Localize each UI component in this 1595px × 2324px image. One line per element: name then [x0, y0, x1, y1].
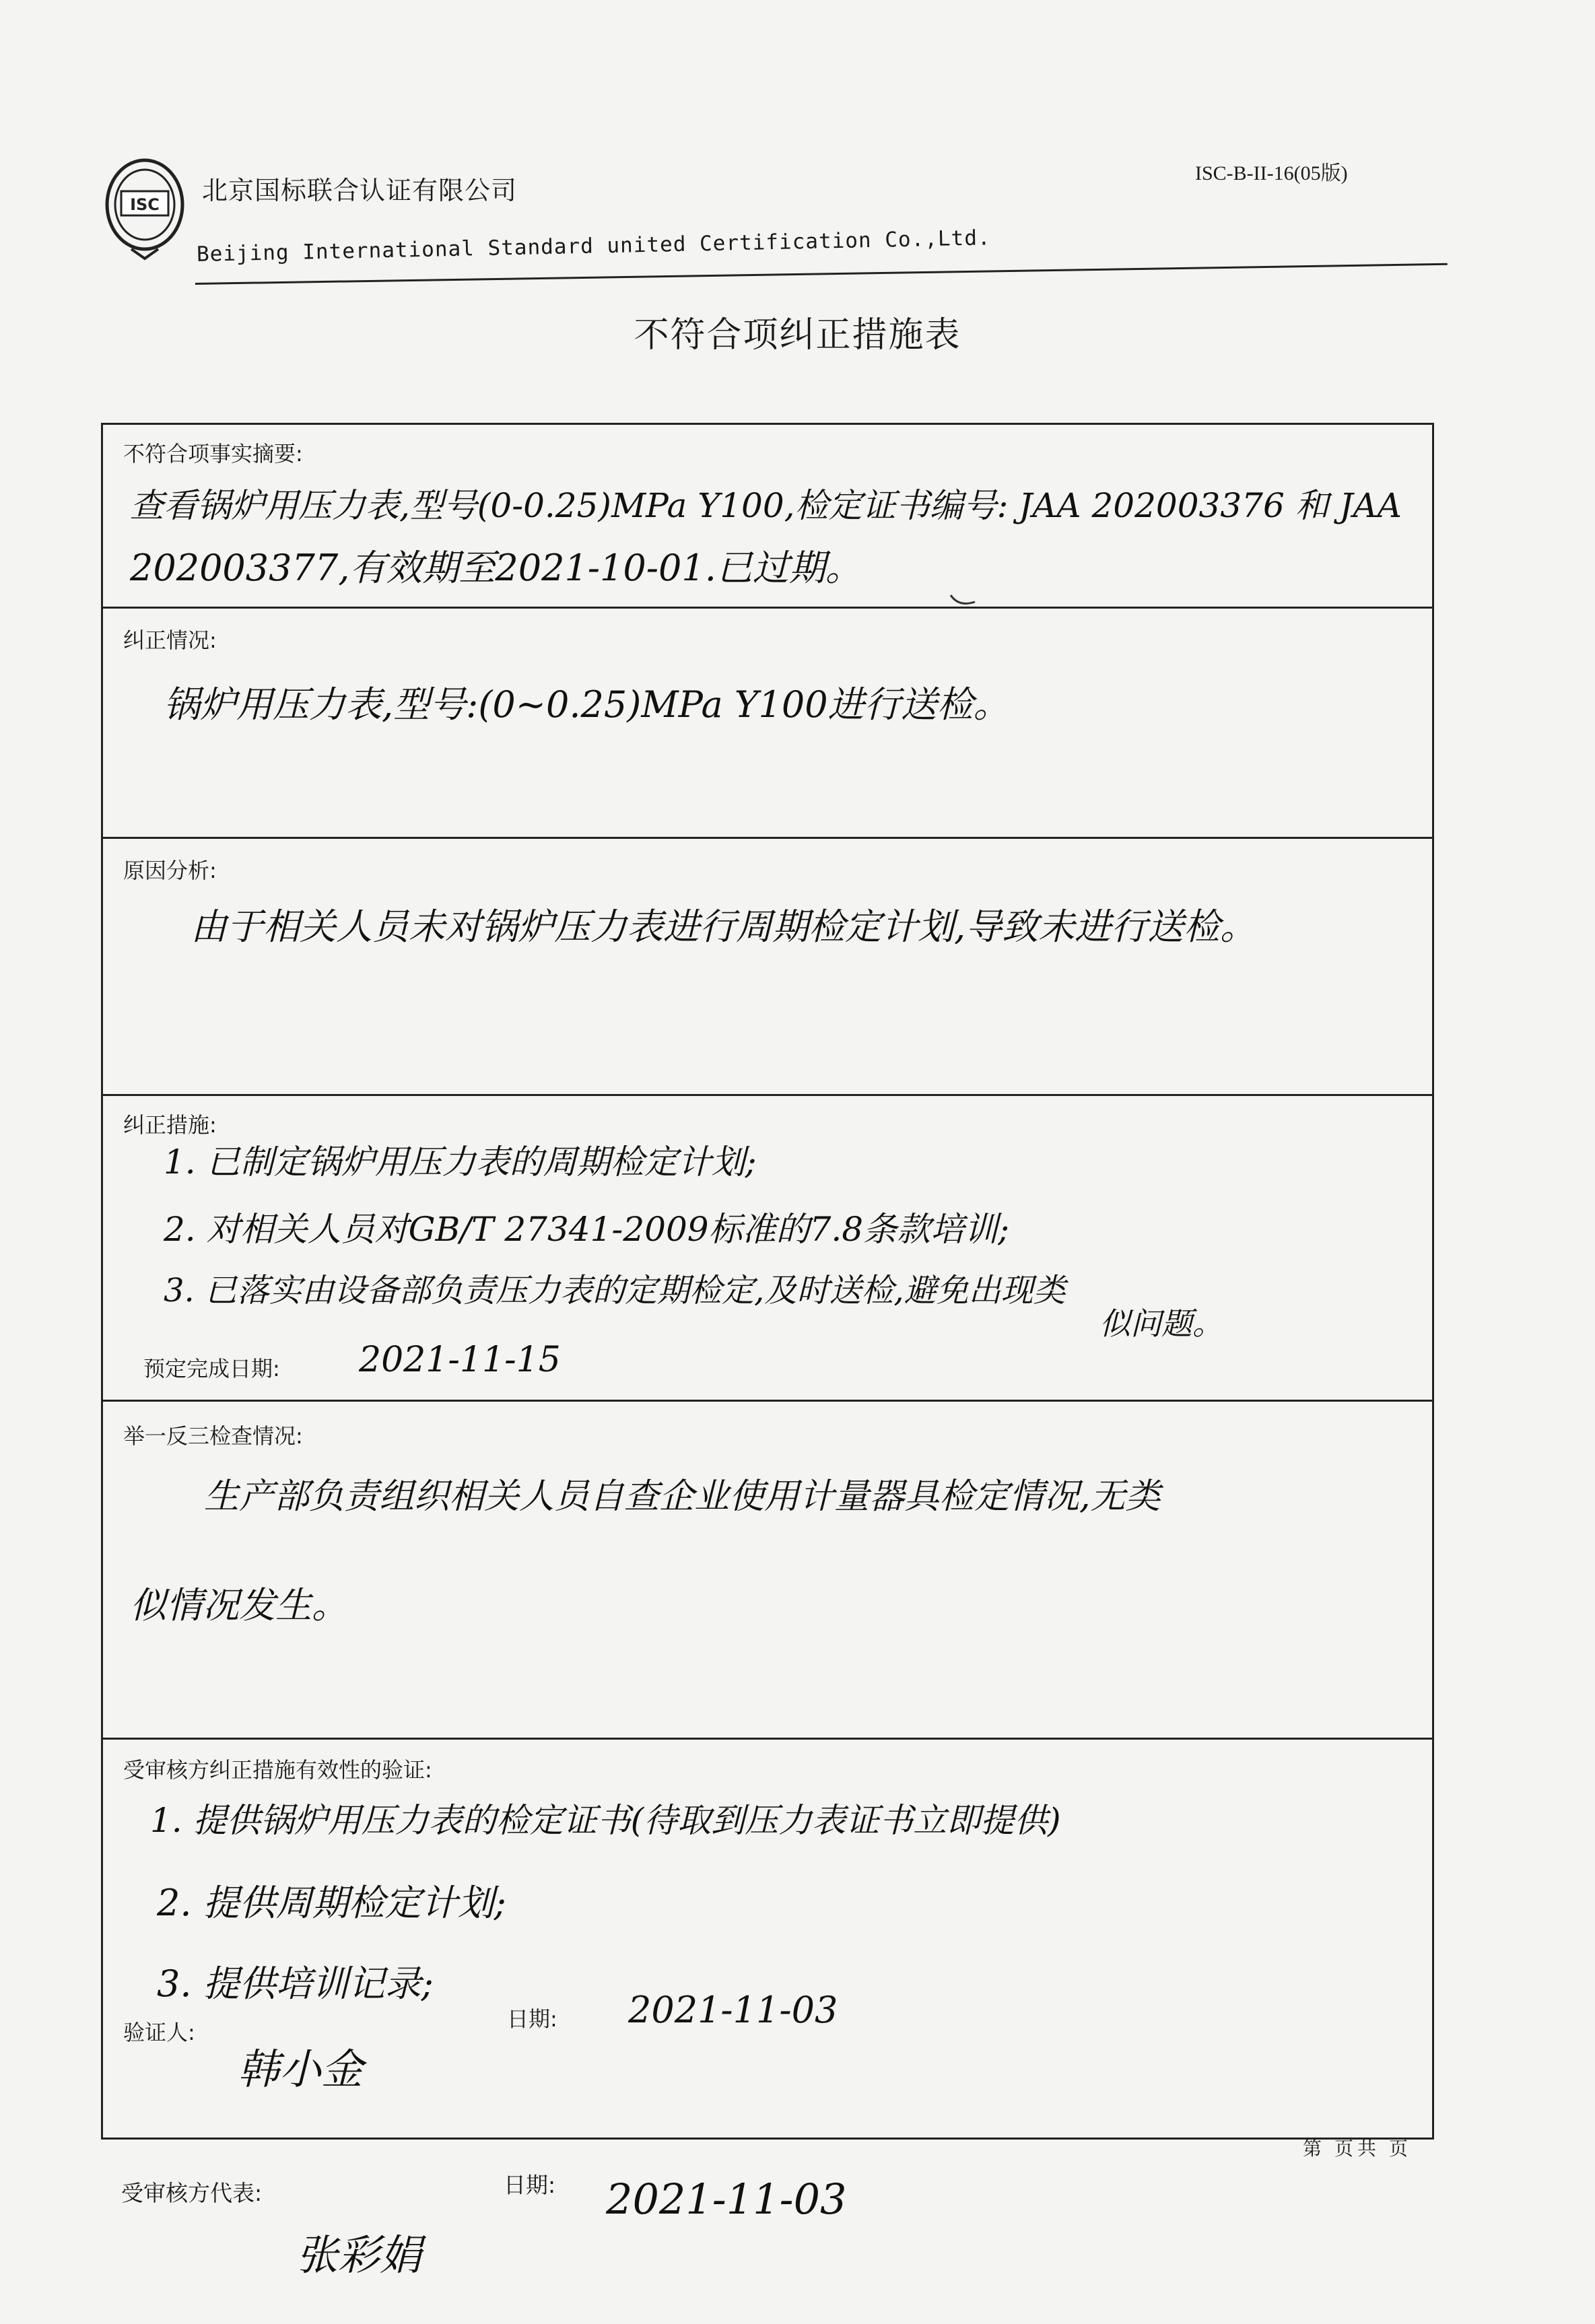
corrective-measures-line-3: 3. 已落实由设备部负责压力表的定期检定,及时送检,避免出现类: [164, 1272, 1066, 1309]
form-table: [101, 423, 1434, 2140]
header-divider: [195, 263, 1448, 285]
corrective-measures-line-4: 似问题。: [1099, 1305, 1223, 1342]
section-verification: [103, 1738, 1432, 2140]
verification-date-label: 日期:: [507, 2006, 557, 2032]
section-fact-summary: [103, 425, 1432, 607]
form-title: 不符合项纠正措施表: [634, 315, 961, 355]
planned-date-value: 2021-11-15: [359, 1340, 561, 1380]
auditee-rep-label: 受审核方代表:: [121, 2180, 263, 2206]
cause-analysis-label: 原因分析:: [123, 858, 217, 883]
section-cause-analysis: [103, 837, 1432, 1094]
section-corrective-measures: [103, 1094, 1432, 1400]
verification-line-1: 1. 提供锅炉用压力表的检定证书(待取到压力表证书立即提供): [150, 1801, 1061, 1840]
correction-line-1: 锅炉用压力表,型号:(0~0.25)MPa Y100进行送检。: [164, 683, 1010, 726]
auditee-rep-signature: 张彩娟: [296, 2230, 422, 2280]
extended-check-label: 举一反三检查情况:: [123, 1423, 303, 1449]
fact-summary-line-1: 查看锅炉用压力表,型号(0-0.25)MPa Y100,检定证书编号: JAA 202003376 和 JAA: [130, 486, 1402, 525]
footer-date-label: 日期:: [504, 2172, 556, 2198]
extended-check-line-1: 生产部负责组织相关人员自查企业使用计量器具检定情况,无类: [204, 1476, 1161, 1517]
verification-label: 受审核方纠正措施有效性的验证:: [123, 1757, 432, 1783]
section-correction: [103, 607, 1432, 837]
logo-text: ISC: [130, 195, 160, 214]
section-extended-check: [103, 1400, 1432, 1738]
form-code: ISC-B-II-16(05版): [1195, 162, 1348, 184]
verifier-signature: 韩小金: [238, 2045, 364, 2094]
verifier-label: 验证人:: [123, 2020, 195, 2045]
corrective-measures-label: 纠正措施:: [123, 1112, 217, 1138]
page-number: 第 页共 页: [1303, 2139, 1413, 2160]
verification-line-3: 3. 提供培训记录;: [157, 1962, 434, 2005]
company-logo-icon: [101, 156, 189, 264]
footer-date-value: 2021-11-03: [606, 2175, 847, 2224]
verification-line-2: 2. 提供周期检定计划;: [157, 1882, 506, 1924]
company-name-en: Beijing International Standard united Certification Co.,Ltd.: [196, 226, 991, 267]
cause-analysis-line-1: 由于相关人员未对锅炉压力表进行周期检定计划,导致未进行送检。: [191, 905, 1257, 948]
company-name-cn: 北京国标联合认证有限公司: [202, 176, 518, 205]
fact-summary-label: 不符合项事实摘要:: [123, 441, 303, 467]
extended-check-line-2: 似情况发生。: [130, 1584, 348, 1627]
fact-summary-line-2: 202003377,有效期至2021-10-01.已过期。: [130, 547, 862, 589]
corrective-measures-line-1: 1. 已制定锅炉用压力表的周期检定计划;: [164, 1142, 757, 1182]
planned-date-label: 预定完成日期:: [143, 1356, 280, 1381]
verification-date-value: 2021-11-03: [628, 1989, 838, 2031]
correction-label: 纠正情况:: [123, 627, 217, 653]
corrective-measures-line-2: 2. 对相关人员对GB/T 27341-2009标准的7.8条款培训;: [164, 1210, 1009, 1249]
